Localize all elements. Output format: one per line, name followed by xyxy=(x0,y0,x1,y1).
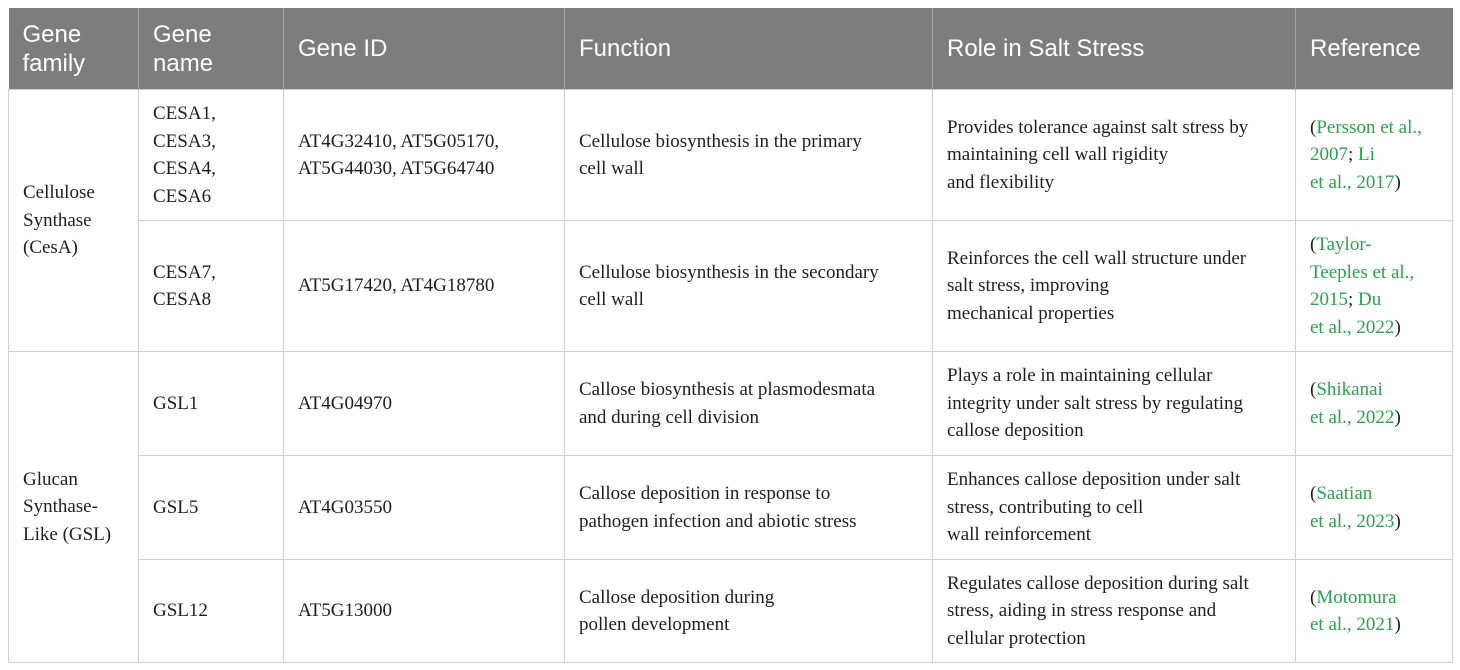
gene-name-cell: GSL5 xyxy=(139,456,284,560)
reference-cell: (Saatian et al., 2023) xyxy=(1296,456,1453,560)
gene-id-cell: AT5G17420, AT4G18780 xyxy=(284,221,565,352)
table-header xyxy=(9,8,1453,90)
function-cell: Callose biosynthesis at plasmodesmata and during cell division xyxy=(565,352,933,456)
gene-table-container xyxy=(8,8,1452,663)
reference-link[interactable]: Du xyxy=(1358,289,1382,310)
gene-family-cell: Glucan Synthase- Like (GSL) xyxy=(9,352,139,663)
table-row xyxy=(9,221,1453,352)
role-cell: Regulates callose deposition during salt stress, aiding in stress response and cellular protection xyxy=(933,560,1296,663)
table-row xyxy=(9,560,1453,663)
header-row xyxy=(9,8,1453,90)
reference-link[interactable]: Shikanai xyxy=(1316,379,1383,400)
gene-id-cell: AT4G03550 xyxy=(284,456,565,560)
reference-link[interactable]: et al., 2017 xyxy=(1310,171,1395,193)
reference-link[interactable]: Persson et al., xyxy=(1316,116,1422,138)
reference-link[interactable]: et al., 2023 xyxy=(1310,510,1395,532)
gene-family-cell: Cellulose Synthase (CesA) xyxy=(9,90,139,352)
function-cell: Cellulose biosynthesis in the primary cell wall xyxy=(565,90,933,221)
reference-link[interactable]: et al., 2022 xyxy=(1310,316,1395,338)
reference-link[interactable]: 2007 xyxy=(1310,144,1348,166)
header-function: Function xyxy=(565,8,933,90)
function-cell: Callose deposition during pollen development xyxy=(565,560,933,663)
reference-link[interactable]: Teeples et al., xyxy=(1310,261,1415,283)
role-cell: Provides tolerance against salt stress by maintaining cell wall rigidity and flexibility xyxy=(933,90,1296,221)
table-body xyxy=(9,90,1453,663)
table-row xyxy=(9,90,1453,221)
header-gene-family: Gene family xyxy=(9,8,139,90)
role-cell: Enhances callose deposition under salt stress, contributing to cell wall reinforcement xyxy=(933,456,1296,560)
reference-link[interactable]: Li xyxy=(1358,144,1375,166)
reference-link[interactable]: Taylor- xyxy=(1316,234,1372,255)
role-cell: Reinforces the cell wall structure under salt stress, improving mechanical properties xyxy=(933,221,1296,352)
header-gene-name: Gene name xyxy=(139,8,284,90)
gene-id-cell: AT4G04970 xyxy=(284,352,565,456)
reference-cell: (Taylor- Teeples et al., 2015; Du et al., 2022) xyxy=(1296,221,1453,352)
gene-id-cell: AT4G32410, AT5G05170, AT5G44030, AT5G64740 xyxy=(284,90,565,221)
reference-cell: (Shikanai et al., 2022) xyxy=(1296,352,1453,456)
reference-link[interactable]: 2015 xyxy=(1310,289,1348,310)
table-row xyxy=(9,352,1453,456)
header-gene-id: Gene ID xyxy=(284,8,565,90)
gene-table xyxy=(8,8,1453,663)
reference-cell: (Persson et al., 2007; Li et al., 2017) xyxy=(1296,90,1453,221)
header-reference: Reference xyxy=(1296,8,1453,90)
gene-name-cell: CESA7, CESA8 xyxy=(139,221,284,352)
reference-link[interactable]: Saatian xyxy=(1316,483,1373,504)
function-cell: Cellulose biosynthesis in the secondary cell wall xyxy=(565,221,933,352)
gene-name-cell: GSL1 xyxy=(139,352,284,456)
gene-name-cell: GSL12 xyxy=(139,560,284,663)
reference-link[interactable]: et al., 2022 xyxy=(1310,406,1395,428)
function-cell: Callose deposition in response to pathogen infection and abiotic stress xyxy=(565,456,933,560)
table-row xyxy=(9,456,1453,560)
reference-link[interactable]: et al., 2021 xyxy=(1310,614,1395,635)
reference-cell: (Motomura et al., 2021) xyxy=(1296,560,1453,663)
gene-id-cell: AT5G13000 xyxy=(284,560,565,663)
gene-name-cell: CESA1, CESA3, CESA4, CESA6 xyxy=(139,90,284,221)
reference-link[interactable]: Motomura xyxy=(1316,586,1397,608)
role-cell: Plays a role in maintaining cellular integrity under salt stress by regulating callose deposition xyxy=(933,352,1296,456)
header-role-in-salt-stress: Role in Salt Stress xyxy=(933,8,1296,90)
